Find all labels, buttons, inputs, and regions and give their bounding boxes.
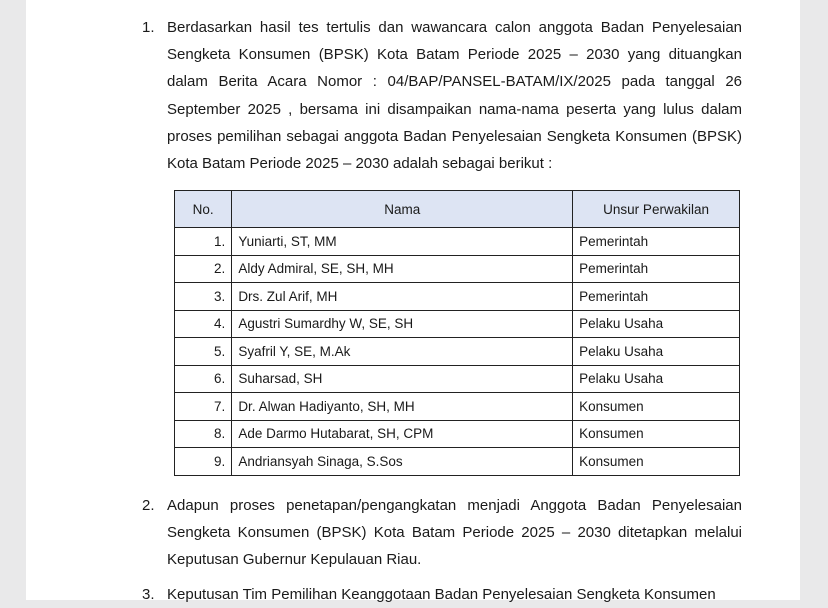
header-unsur: Unsur Perwakilan <box>573 191 740 228</box>
list-item-2 <box>142 492 742 574</box>
list-item-text: Berdasarkan hasil tes tertulis dan wawancara calon anggota Badan Penyelesaian Sengketa Konsumen (BPSK) Kota Batam Periode 2025 – 2030 yang dituangkan dalam Berita Acara Nomor : 04/BAP/PANSEL-BATAM/IX/2025 pada tanggal 26 September 2025 , bersama ini disampaikan nama-nama peserta yang lulus dalam proses pemilihan sebagai anggota Badan Penyelesaian Sengketa Konsumen (BPSK) Kota Batam Periode 2025 – 2030 adalah sebagai berikut : <box>167 19 742 173</box>
list-item-text: Keputusan Tim Pemilihan Keanggotaan Badan Penyelesaian Sengketa Konsumen <box>167 586 716 603</box>
table-row <box>175 448 740 476</box>
table-row <box>175 310 740 338</box>
list-item-number: 2. <box>142 497 155 514</box>
list-item-number: 3. <box>142 586 155 603</box>
cell-no: 4. <box>175 310 232 338</box>
cell-unsur: Pemerintah <box>573 283 740 311</box>
list-item-text: Adapun proses penetapan/pengangkatan menjadi Anggota Badan Penyelesaian Sengketa Konsumen (BPSK) Kota Batam Periode 2025 – 2030 ditetapkan melalui Keputusan Gubernur Kepulauan Riau. <box>167 497 742 569</box>
cell-nama: Yuniarti, ST, MM <box>232 228 573 256</box>
cell-unsur: Konsumen <box>573 420 740 448</box>
cell-no: 3. <box>175 283 232 311</box>
cell-nama: Suharsad, SH <box>232 365 573 393</box>
cell-nama: Andriansyah Sinaga, S.Sos <box>232 448 573 476</box>
cell-no: 6. <box>175 365 232 393</box>
cell-nama: Agustri Sumardhy W, SE, SH <box>232 310 573 338</box>
cell-nama: Ade Darmo Hutabarat, SH, CPM <box>232 420 573 448</box>
cell-unsur: Pelaku Usaha <box>573 365 740 393</box>
table-row <box>175 338 740 366</box>
cell-no: 9. <box>175 448 232 476</box>
list-item-number: 1. <box>142 19 155 36</box>
table-row <box>175 228 740 256</box>
cell-no: 1. <box>175 228 232 256</box>
cell-unsur: Konsumen <box>573 393 740 421</box>
cell-nama: Dr. Alwan Hadiyanto, SH, MH <box>232 393 573 421</box>
cell-nama: Aldy Admiral, SE, SH, MH <box>232 255 573 283</box>
table-header-row <box>175 191 740 228</box>
table-row <box>175 283 740 311</box>
table-row <box>175 420 740 448</box>
members-table <box>174 190 740 476</box>
cell-no: 5. <box>175 338 232 366</box>
table-row <box>175 365 740 393</box>
table-row <box>175 393 740 421</box>
cell-unsur: Konsumen <box>573 448 740 476</box>
cell-nama: Syafril Y, SE, M.Ak <box>232 338 573 366</box>
header-no: No. <box>175 191 232 228</box>
list-item-3 <box>142 581 742 608</box>
cell-unsur: Pelaku Usaha <box>573 338 740 366</box>
cell-no: 2. <box>175 255 232 283</box>
cell-unsur: Pemerintah <box>573 255 740 283</box>
cell-no: 8. <box>175 420 232 448</box>
cell-unsur: Pelaku Usaha <box>573 310 740 338</box>
cell-nama: Drs. Zul Arif, MH <box>232 283 573 311</box>
header-nama: Nama <box>232 191 573 228</box>
list-item-1 <box>142 14 742 177</box>
cell-unsur: Pemerintah <box>573 228 740 256</box>
cell-no: 7. <box>175 393 232 421</box>
table-row <box>175 255 740 283</box>
